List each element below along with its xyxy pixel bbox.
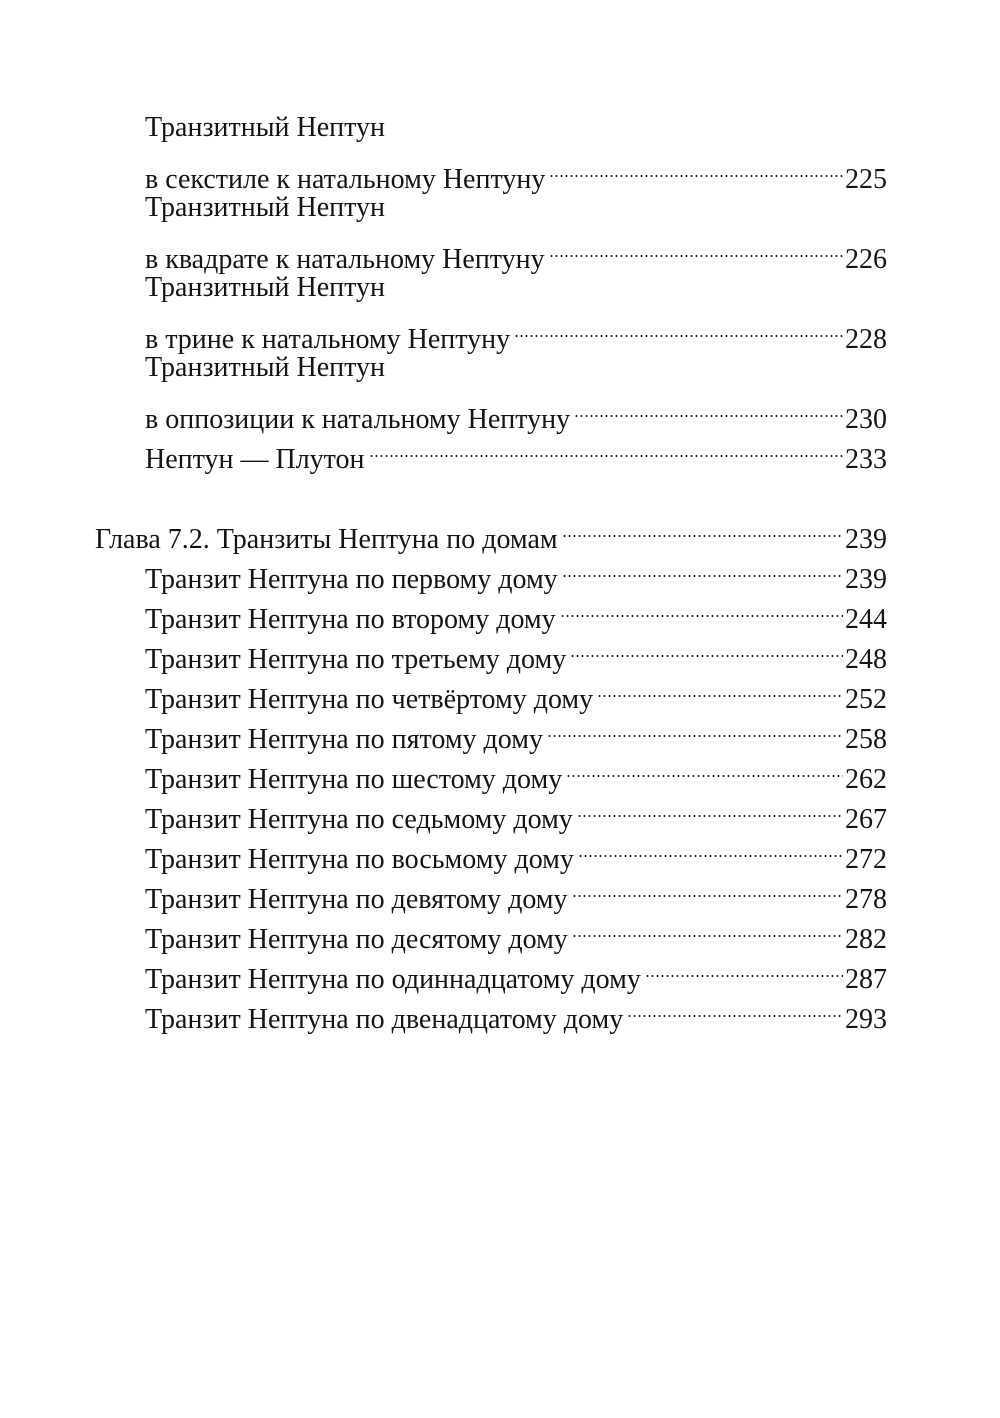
toc-entry-title: Транзит Нептуна по седьмому дому	[145, 804, 573, 835]
dot-leader	[572, 908, 843, 948]
toc-entry-title: Транзит Нептуна по шестому дому	[145, 764, 563, 795]
toc-entry-title: Транзитный Нептун	[145, 352, 385, 383]
toc-entry-title: Транзит Нептуна по пятому дому	[145, 724, 543, 755]
toc-entry-title: Транзит Нептуна по двенадцатому дому	[145, 1004, 624, 1035]
dot-leader	[562, 548, 843, 588]
toc-entry-title: в трине к натальному Нептуну	[145, 324, 511, 355]
toc-entry-line	[145, 188, 1000, 228]
dot-leader	[645, 948, 843, 988]
dot-leader	[572, 868, 843, 908]
page-number: 267	[845, 804, 887, 835]
toc-entry[interactable]	[145, 788, 887, 835]
toc-entry-title: Транзит Нептуна по одиннадцатому дому	[145, 964, 641, 995]
page-number: 287	[845, 964, 887, 995]
toc-entry-title: Транзит Нептуна по третьему дому	[145, 644, 567, 675]
toc-entry-title: Транзит Нептуна по первому дому	[145, 564, 558, 595]
toc-entry[interactable]	[145, 388, 887, 435]
toc-entry-title: Транзит Нептуна по десятому дому	[145, 924, 568, 955]
toc-entry-title: в квадрате к натальному Нептуну	[145, 244, 545, 275]
toc-entry[interactable]	[145, 988, 887, 1035]
dot-leader	[547, 708, 843, 748]
toc-entry-line	[145, 348, 1000, 388]
page-number: 226	[845, 244, 887, 275]
dot-leader	[597, 668, 843, 708]
page-number: 233	[845, 444, 887, 475]
toc-entry[interactable]	[145, 748, 887, 795]
toc-entry[interactable]	[145, 148, 887, 195]
page-number: 252	[845, 684, 887, 715]
dot-leader	[570, 628, 843, 668]
toc-entry-title: Транзитный Нептун	[145, 112, 385, 143]
dot-leader	[549, 148, 843, 188]
toc-entry[interactable]	[145, 628, 887, 675]
toc-entry[interactable]	[145, 908, 887, 955]
toc-entry[interactable]	[145, 228, 887, 275]
page-number: 239	[845, 564, 887, 595]
table-of-contents	[0, 108, 1000, 1035]
dot-leader	[566, 748, 843, 788]
page-number: 272	[845, 844, 887, 875]
toc-entry-title: в секстиле к натальному Нептуну	[145, 164, 546, 195]
dot-leader	[560, 588, 843, 628]
toc-entry-line	[145, 268, 1000, 308]
toc-entry[interactable]	[145, 588, 887, 635]
dot-leader	[369, 428, 843, 468]
dot-leader	[627, 988, 843, 1028]
toc-entry[interactable]	[145, 668, 887, 715]
dot-leader	[549, 228, 843, 268]
toc-entry[interactable]	[145, 868, 887, 915]
dot-leader	[574, 388, 843, 428]
dot-leader	[578, 828, 843, 868]
toc-entry[interactable]	[145, 308, 887, 355]
page-number: 282	[845, 924, 887, 955]
page-number: 293	[845, 1004, 887, 1035]
toc-entry-neptune-pluto[interactable]	[145, 428, 887, 475]
toc-entry-title: Нептун — Плутон	[145, 444, 365, 475]
toc-entry[interactable]	[145, 708, 887, 755]
toc-entry[interactable]	[145, 548, 887, 595]
toc-entry-line	[145, 108, 1000, 148]
dot-leader	[562, 508, 843, 548]
toc-entry-title: в оппозиции к натальному Нептуну	[145, 404, 571, 435]
dot-leader	[577, 788, 843, 828]
toc-entry-title: Транзит Нептуна по второму дому	[145, 604, 556, 635]
page-number: 228	[845, 324, 887, 355]
toc-entry-title: Транзитный Нептун	[145, 192, 385, 223]
page-number: 278	[845, 884, 887, 915]
toc-entry-title: Транзит Нептуна по четвёртому дому	[145, 684, 594, 715]
chapter-title: Глава 7.2. Транзиты Нептуна по домам	[95, 524, 558, 555]
page-number: 230	[845, 404, 887, 435]
page-number: 258	[845, 724, 887, 755]
dot-leader	[514, 308, 843, 348]
page-number: 239	[845, 524, 887, 555]
page-number: 225	[845, 164, 887, 195]
page-number: 248	[845, 644, 887, 675]
toc-entry[interactable]	[145, 948, 887, 995]
toc-entry[interactable]	[145, 828, 887, 875]
toc-entry-title: Транзит Нептуна по восьмому дому	[145, 844, 574, 875]
toc-entry-title: Транзитный Нептун	[145, 272, 385, 303]
page-number: 262	[845, 764, 887, 795]
toc-entry-title: Транзит Нептуна по девятому дому	[145, 884, 568, 915]
page-number: 244	[845, 604, 887, 635]
toc-chapter-entry[interactable]	[95, 508, 887, 555]
